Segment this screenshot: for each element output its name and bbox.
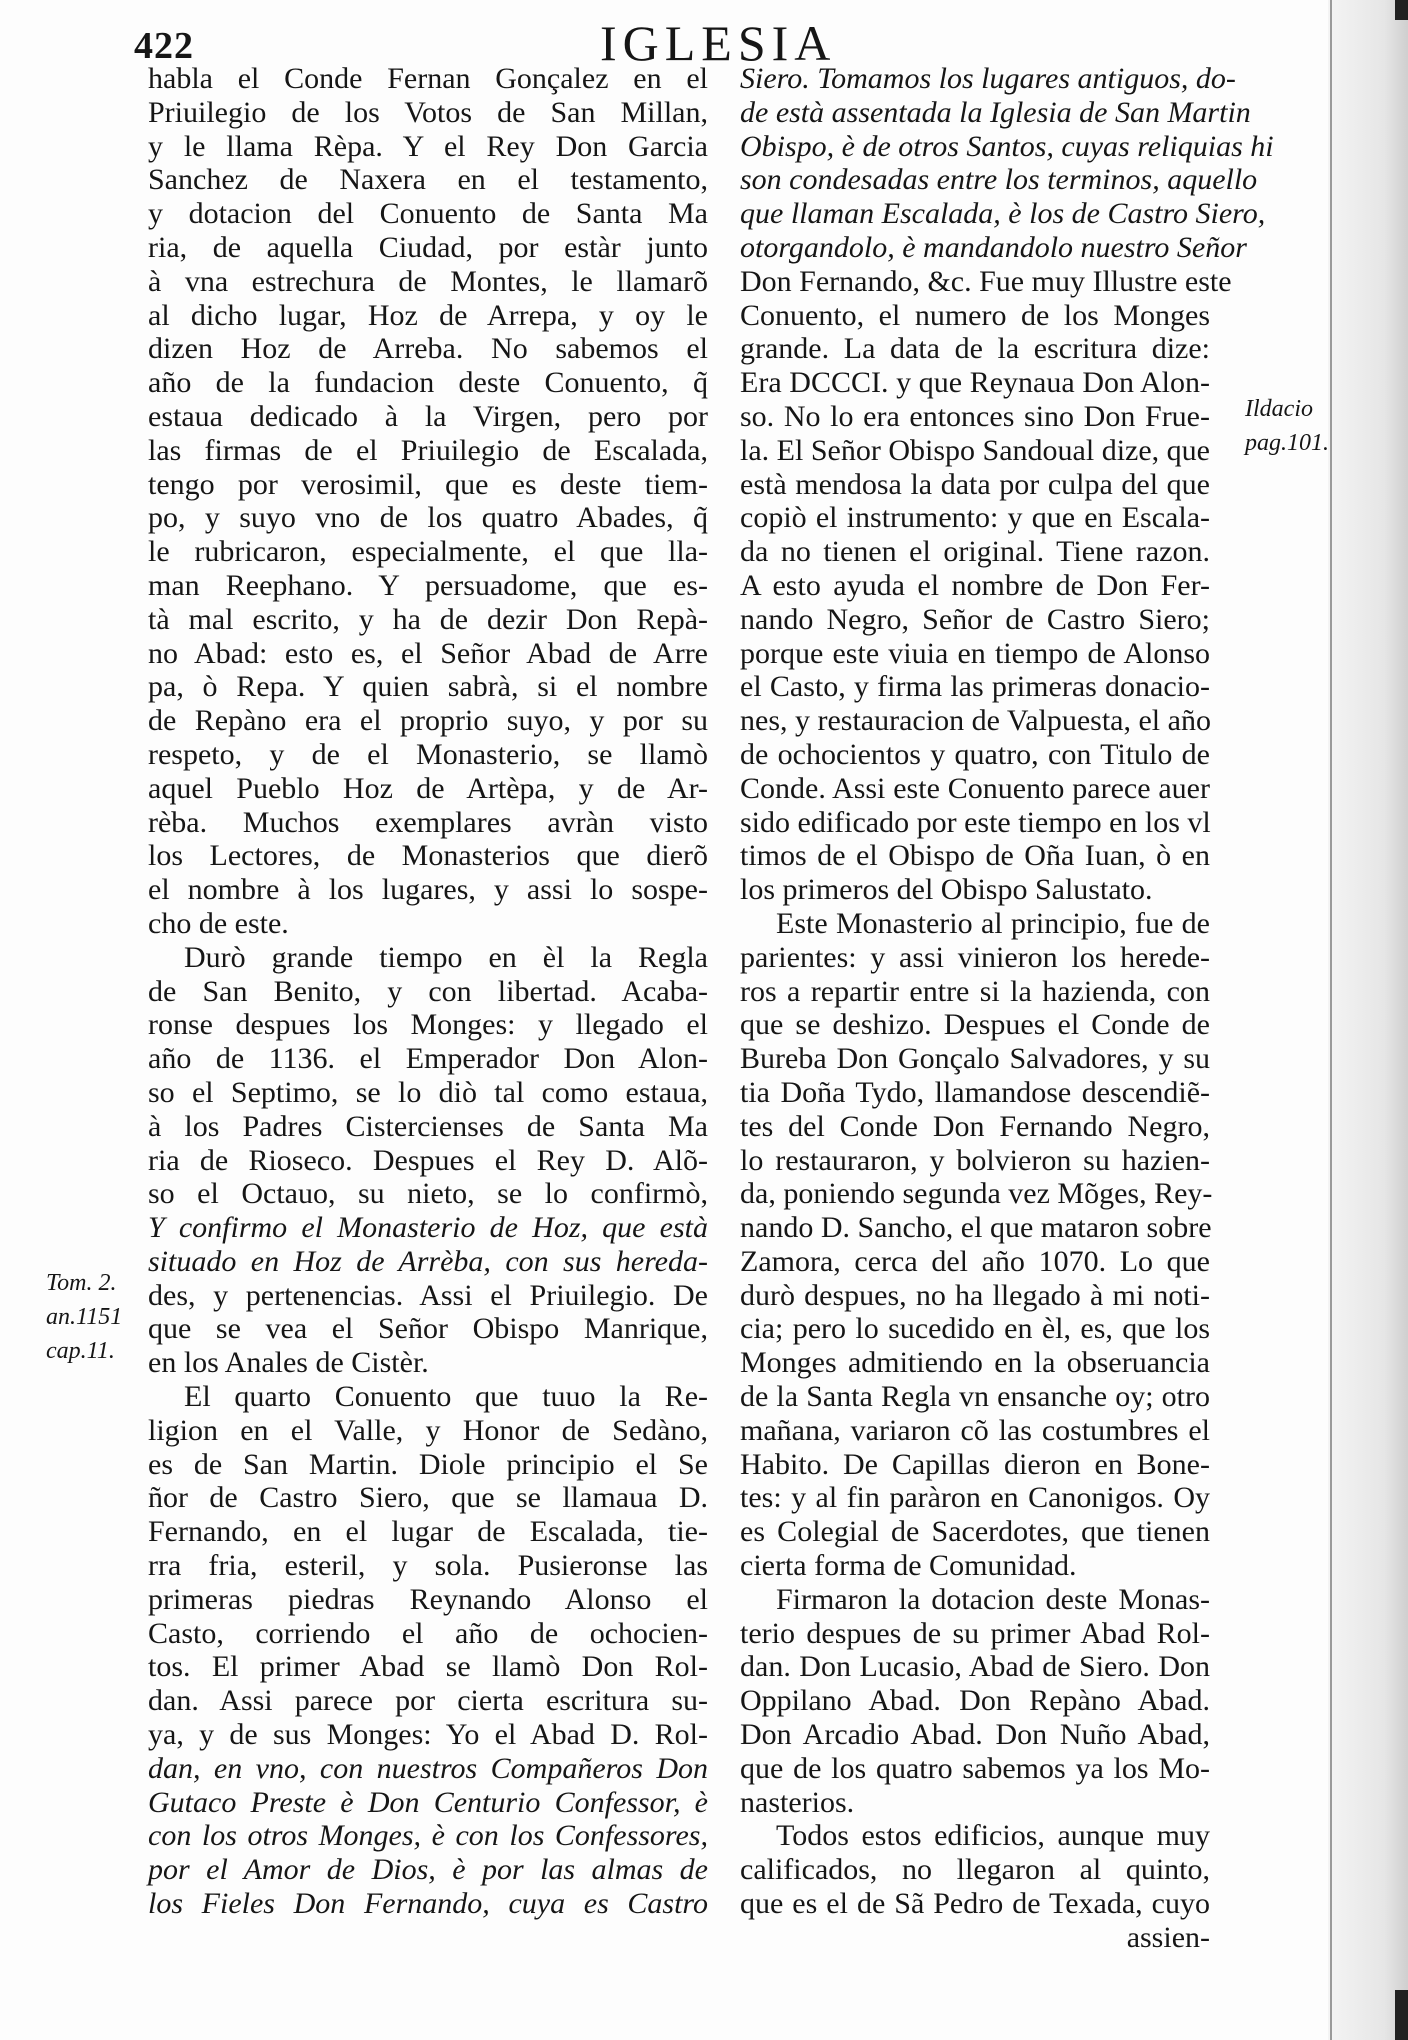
text-line: Oppilano Abad. Don Repàno Abad. xyxy=(740,1684,1210,1718)
text-line: à vna estrechura de Montes, le llamarõ xyxy=(148,264,708,298)
text-line: tos. El primer Abad se llamò Don Rol- xyxy=(148,1650,708,1684)
text-line: des, y pertenencias. Assi el Priuilegio. De xyxy=(148,1278,708,1312)
text-line: respeto, y de el Monasterio, se llamò xyxy=(148,737,708,771)
running-title: IGLESIA xyxy=(600,15,837,71)
text-line: de ochocientos y quatro, con Titulo de xyxy=(740,737,1210,771)
text-line: da, poniendo segunda vez Mõges, Rey- xyxy=(740,1177,1213,1211)
text-line: ronse despues los Monges: y llegado el xyxy=(148,1008,708,1042)
text-line: ya, y de sus Monges: Yo el Abad D. Rol- xyxy=(148,1718,708,1752)
text-line: Priuilegio de los Votos de San Millan, xyxy=(148,95,708,129)
text-line: durò despues, no ha llegado à mi noti- xyxy=(740,1278,1210,1312)
text-line: so el Octauo, su nieto, se lo confirmò, xyxy=(148,1177,708,1211)
margin-note-line: cap.11. xyxy=(46,1338,115,1364)
text-line: Conuento, el numero de los Monges xyxy=(740,298,1210,332)
text-line: de San Benito, y con libertad. Acaba- xyxy=(148,974,708,1008)
text-line: calificados, no llegaron al quinto, xyxy=(740,1853,1210,1887)
text-line: da no tienen el original. Tiene razon. xyxy=(740,535,1210,569)
text-line: Monges admitiendo en la obseruancia xyxy=(740,1346,1210,1380)
text-line: so. No lo era entonces sino Don Frue- xyxy=(740,399,1210,433)
margin-note-left xyxy=(46,1266,146,1368)
text-line: Gutaco Preste è Don Centurio Confessor, è xyxy=(148,1785,708,1819)
text-line: año de la fundacion deste Conuento, q̃ xyxy=(148,366,708,400)
margin-note-line: Ildacio xyxy=(1245,396,1313,422)
text-line: y le llama Rèpa. Y el Rey Don Garcia xyxy=(148,129,708,163)
text-line: año de 1136. el Emperador Don Alon- xyxy=(148,1042,708,1076)
text-line: Todos estos edificios, aunque muy xyxy=(776,1819,1210,1853)
text-line: estaua dedicado à la Virgen, pero por xyxy=(148,399,708,433)
margin-note-line: an.1151 xyxy=(46,1304,123,1330)
text-line: Don Arcadio Abad. Don Nuño Abad, xyxy=(740,1718,1210,1752)
text-line: cia; pero lo sucedido en èl, es, que los xyxy=(740,1312,1210,1346)
text-line: son condesadas entre los terminos, aquello xyxy=(740,163,1258,197)
text-line: cierta forma de Comunidad. xyxy=(740,1549,1077,1583)
text-line: tengo por verosimil, que es deste tiem- xyxy=(148,467,708,501)
text-line: en los Anales de Cistèr. xyxy=(148,1346,429,1380)
text-line: Conde. Assi este Conuento parece auer xyxy=(740,771,1210,805)
text-line: las firmas de el Priuilegio de Escalada, xyxy=(148,433,708,467)
text-line: Y confirmo el Monasterio de Hoz, que està xyxy=(148,1211,708,1245)
text-line: Era DCCCI. y que Reynaua Don Alon- xyxy=(740,366,1210,400)
text-line: es Colegial de Sacerdotes, que tienen xyxy=(740,1515,1210,1549)
text-line: que se vea el Señor Obispo Manrique, xyxy=(148,1312,708,1346)
text-line: assien- xyxy=(1126,1920,1210,1954)
text-line: man Reephano. Y persuadome, que es- xyxy=(148,568,708,602)
text-line: grande. La data de la escritura dize: xyxy=(740,332,1210,366)
text-line: que llaman Escalada, è los de Castro Siero, xyxy=(740,197,1266,231)
text-line: situado en Hoz de Arrèba, con sus hereda- xyxy=(148,1244,708,1278)
text-line: ria de Rioseco. Despues el Rey D. Alõ- xyxy=(148,1143,708,1177)
text-line: Este Monasterio al principio, fue de xyxy=(776,906,1210,940)
text-line: sido edificado por este tiempo en los vl xyxy=(740,805,1211,839)
left-text-column xyxy=(148,62,708,1921)
scan-border-top xyxy=(1395,0,1408,20)
text-line: otorgandolo, è mandandolo nuestro Señor xyxy=(740,230,1247,264)
text-line: que es el de Sã Pedro de Texada, cuyo xyxy=(740,1887,1210,1921)
text-line: ros a repartir entre si la hazienda, con xyxy=(740,974,1210,1008)
text-line: el nombre à los lugares, y assi lo sospe- xyxy=(148,873,708,907)
scan-border-bottom xyxy=(1395,1990,1408,2040)
text-line: tà mal escrito, y ha de dezir Don Repà- xyxy=(148,602,708,636)
text-line: por el Amor de Dios, è por las almas de xyxy=(148,1853,708,1887)
text-line: Casto, corriendo el año de ochocien- xyxy=(148,1616,708,1650)
text-line: tes del Conde Don Fernando Negro, xyxy=(740,1109,1210,1143)
text-line: aquel Pueblo Hoz de Artèpa, y de Ar- xyxy=(148,771,708,805)
margin-note-line: Tom. 2. xyxy=(46,1270,117,1296)
text-line: nando D. Sancho, el que mataron sobre xyxy=(740,1211,1212,1245)
text-line: de la Santa Regla vn ensanche oy; otro xyxy=(740,1380,1210,1414)
text-line: y dotacion del Conuento de Santa Ma xyxy=(148,197,708,231)
text-line: los primeros del Obispo Salustato. xyxy=(740,873,1153,907)
text-line: dan. Assi parece por cierta escritura su- xyxy=(148,1684,708,1718)
text-line: parientes: y assi vinieron los herede- xyxy=(740,940,1210,974)
text-line: que se deshizo. Despues el Conde de xyxy=(740,1008,1210,1042)
text-line: timos de el Obispo de Oña Iuan, ò en xyxy=(740,839,1210,873)
text-line: Firmaron la dotacion deste Monas- xyxy=(776,1582,1210,1616)
text-line: habla el Conde Fernan Gonçalez en el xyxy=(148,62,708,95)
text-line: rra fria, esteril, y sola. Pusieronse las xyxy=(148,1549,708,1583)
text-line: à los Padres Cistercienses de Santa Ma xyxy=(148,1109,708,1143)
text-line: rèba. Muchos exemplares avràn visto xyxy=(148,805,708,839)
text-line: mañana, variaron cõ las costumbres el xyxy=(740,1413,1210,1447)
text-line: lo restauraron, y bolvieron su hazien- xyxy=(740,1143,1210,1177)
text-line: dan. Don Lucasio, Abad de Siero. Don xyxy=(740,1650,1210,1684)
text-line: le rubricaron, especialmente, el que lla- xyxy=(148,535,708,569)
text-line: nes, y restauracion de Valpuesta, el año xyxy=(740,704,1211,738)
margin-note-line: pag.101. xyxy=(1245,430,1329,456)
text-line: ñor de Castro Siero, que se llamaua D. xyxy=(148,1481,708,1515)
text-line: los Lectores, de Monasterios que dierõ xyxy=(148,839,708,873)
text-line: Durò grande tiempo en èl la Regla xyxy=(184,940,708,974)
text-line: està mendosa la data por culpa del que xyxy=(740,467,1210,501)
text-line: terio despues de su primer Abad Rol- xyxy=(740,1616,1210,1650)
text-line: nando Negro, Señor de Castro Siero; xyxy=(740,602,1210,636)
right-text-column xyxy=(740,62,1274,1955)
text-line: con los otros Monges, è con los Confessores, xyxy=(148,1819,708,1853)
text-line: so el Septimo, se lo diò tal como estaua, xyxy=(148,1075,708,1109)
text-line: po, y suyo vno de los quatro Abades, q̃ xyxy=(148,501,708,535)
text-line: tia Doña Tydo, llamandose descendiẽ- xyxy=(740,1075,1210,1109)
text-line: de està assentada la Iglesia de San Martin xyxy=(740,95,1251,129)
text-line: tes: y al fin paràron en Canonigos. Oy xyxy=(740,1481,1210,1515)
page-edge-line xyxy=(1330,0,1332,2040)
text-line: Sanchez de Naxera en el testamento, xyxy=(148,163,708,197)
page-gutter-shadow xyxy=(1328,0,1408,2040)
text-line: Obispo, è de otros Santos, cuyas reliquias hi xyxy=(740,129,1274,163)
text-line: Bureba Don Gonçalo Salvadores, y su xyxy=(740,1042,1210,1076)
text-line: El quarto Conuento que tuuo la Re- xyxy=(184,1380,708,1414)
text-line: nasterios. xyxy=(740,1785,855,1819)
text-line: Fernando, en el lugar de Escalada, tie- xyxy=(148,1515,708,1549)
text-line: Habito. De Capillas dieron en Bone- xyxy=(740,1447,1210,1481)
text-line: primeras piedras Reynando Alonso el xyxy=(148,1582,708,1616)
page-number: 422 xyxy=(134,25,194,67)
text-line: los Fieles Don Fernando, cuya es Castro xyxy=(148,1887,708,1921)
text-line: al dicho lugar, Hoz de Arrepa, y oy le xyxy=(148,298,708,332)
text-line: el Casto, y firma las primeras donacio- xyxy=(740,670,1210,704)
text-line: porque este viuia en tiempo de Alonso xyxy=(740,636,1210,670)
text-line: Don Fernando, &c. Fue muy Illustre este xyxy=(740,264,1232,298)
text-line: Siero. Tomamos los lugares antiguos, do- xyxy=(740,62,1236,95)
text-line: A esto ayuda el nombre de Don Fer- xyxy=(740,568,1210,602)
text-line: cho de este. xyxy=(148,906,289,940)
text-line: que de los quatro sabemos ya los Mo- xyxy=(740,1751,1210,1785)
text-line: dizen Hoz de Arreba. No sabemos el xyxy=(148,332,708,366)
text-line: ligion en el Valle, y Honor de Sedàno, xyxy=(148,1413,708,1447)
margin-note-right xyxy=(1245,392,1330,460)
text-line: Zamora, cerca del año 1070. Lo que xyxy=(740,1244,1210,1278)
text-line: no Abad: esto es, el Señor Abad de Arre xyxy=(148,636,708,670)
text-line: copiò el instrumento: y que en Escala- xyxy=(740,501,1210,535)
text-line: de Repàno era el proprio suyo, y por su xyxy=(148,704,708,738)
text-line: la. El Señor Obispo Sandoual dize, que xyxy=(740,433,1210,467)
text-line: pa, ò Repa. Y quien sabrà, si el nombre xyxy=(148,670,708,704)
text-line: dan, en vno, con nuestros Compañeros Don xyxy=(148,1751,708,1785)
text-line: ria, de aquella Ciudad, por estàr junto xyxy=(148,230,708,264)
text-line: es de San Martin. Diole principio el Se xyxy=(148,1447,708,1481)
